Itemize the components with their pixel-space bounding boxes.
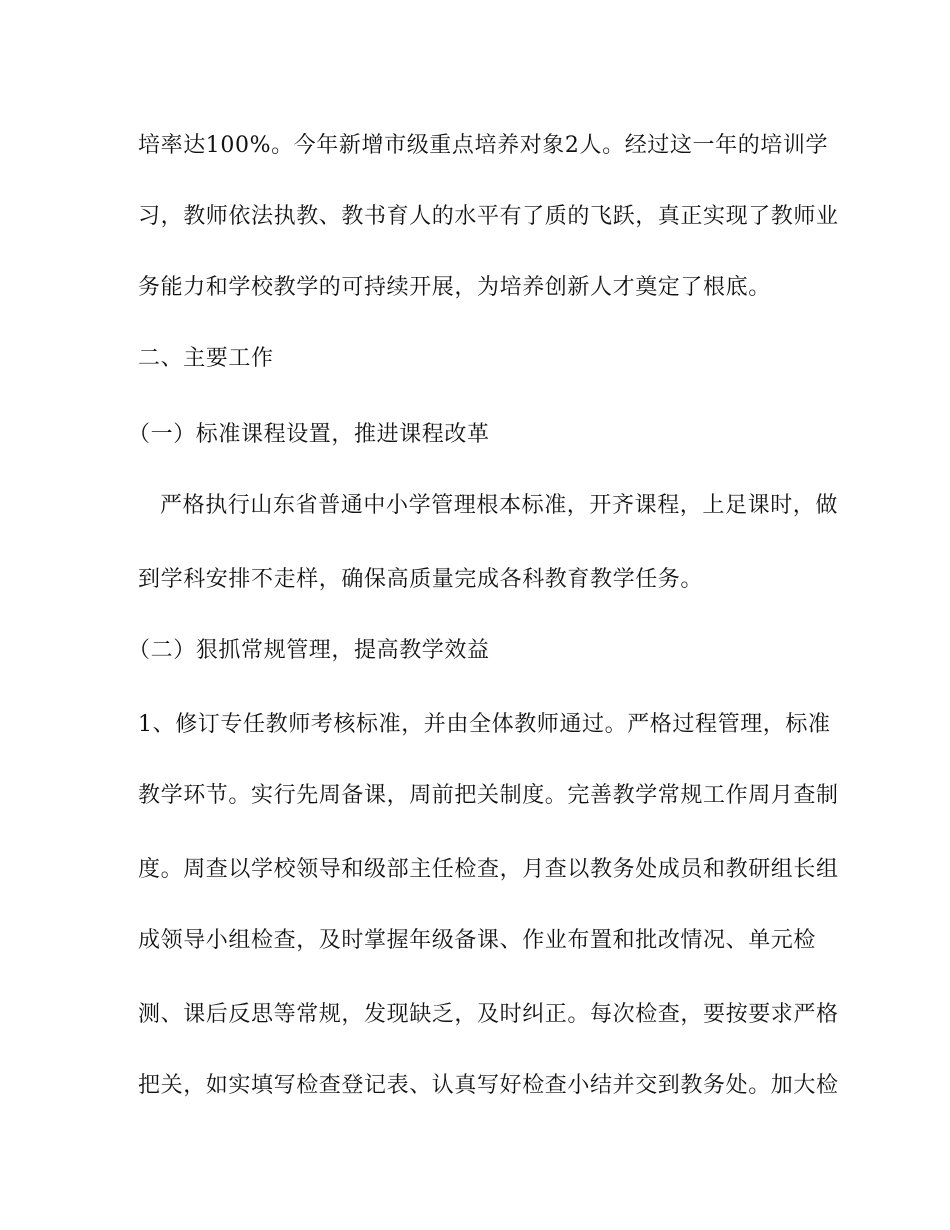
- paragraph-line: 到学科安排不走样，确保高质量完成各科教育教学任务。: [138, 567, 704, 592]
- paragraph-line: 教学环节。实行先周备课，周前把关制度。完善教学常规工作周月查制: [138, 783, 839, 808]
- subsection-heading: （一）标准课程设置，推进课程改革: [128, 422, 490, 447]
- paragraph-line: 把关，如实填写检查登记表、认真写好检查小结并交到教务处。加大检: [138, 1073, 839, 1098]
- paragraph-line: 习，教师依法执教、教书育人的水平有了质的飞跃，真正实现了教师业: [138, 204, 839, 229]
- paragraph-line: 务能力和学校教学的可持续开展，为培养创新人才奠定了根底。: [138, 275, 771, 300]
- paragraph-line: 度。周查以学校领导和级部主任检查，月查以教务处成员和教研组长组: [138, 857, 839, 882]
- paragraph-line: 严格执行山东省普通中小学管理根本标准，开齐课程，上足课时，做: [160, 493, 839, 518]
- paragraph-line: 测、课后反思等常规，发现缺乏，及时纠正。每次检查，要按要求严格: [138, 1002, 839, 1027]
- section-heading: 二、主要工作: [138, 346, 274, 371]
- paragraph-line: 培率达100%。今年新增市级重点培养对象2人。经过这一年的培训学: [138, 133, 829, 158]
- paragraph-line: 成领导小组检查，及时掌握年级备课、作业布置和批改情况、单元检: [138, 928, 817, 953]
- paragraph-line: 1、修订专任教师考核标准，并由全体教师通过。严格过程管理，标准: [138, 712, 831, 737]
- subsection-heading: （二）狠抓常规管理，提高教学效益: [128, 638, 490, 663]
